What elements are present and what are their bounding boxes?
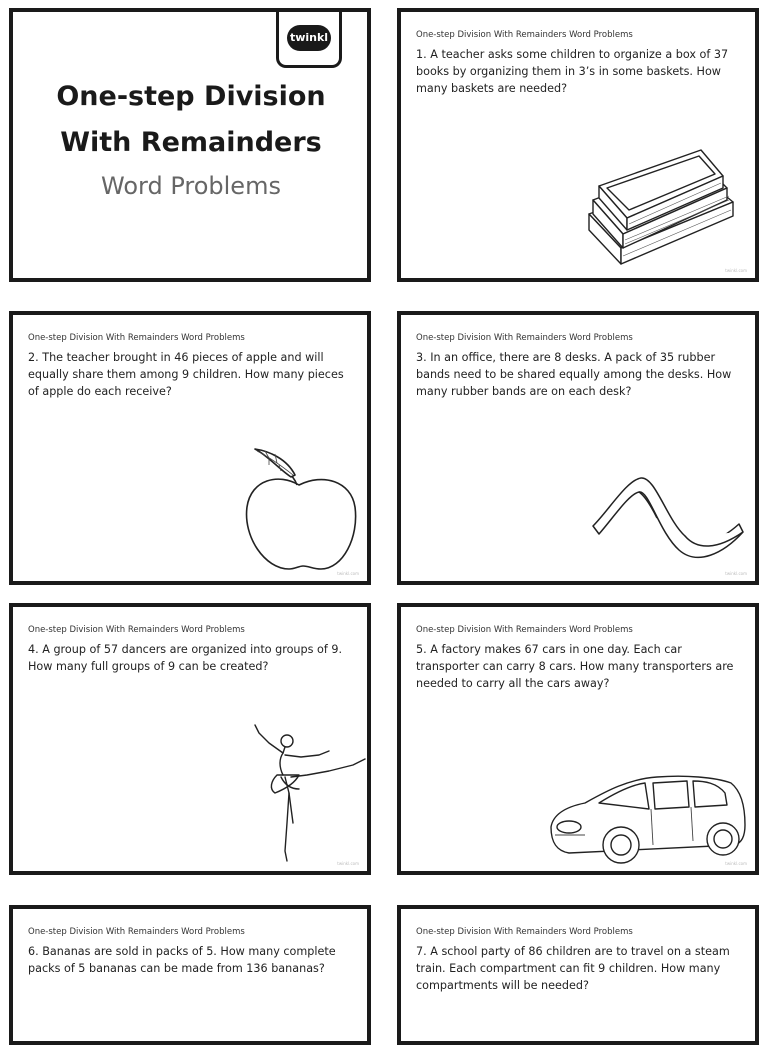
problem-text: 6. Bananas are sold in packs of 5. How many complete packs of 5 bananas can be made from 136 bananas? xyxy=(28,945,336,975)
problem-text: 5. A factory makes 67 cars in one day. Each car transporter can carry 8 cars. How many transporters are needed to carry all the cars away? xyxy=(416,643,734,690)
card-header: One-step Division With Remainders Word Problems xyxy=(416,625,633,635)
books-icon xyxy=(581,144,741,274)
credit-text: twinkl.com xyxy=(725,268,747,273)
problem-text: 7. A school party of 86 children are to travel on a steam train. Each compartment can fit 9 children. How many compartments will be needed? xyxy=(416,945,730,992)
credit-text: twinkl.com xyxy=(337,861,359,866)
problem-text: 2. The teacher brought in 46 pieces of apple and will equally share them among 9 children. How many pieces of apple do each receive? xyxy=(28,351,344,398)
problem-card-6 xyxy=(9,905,371,1045)
title-card xyxy=(9,8,371,282)
subtitle: Word Problems xyxy=(101,172,281,200)
problem-text: 1. A teacher asks some children to organize a box of 37 books by organizing them in 3’s in some baskets. How many baskets are needed? xyxy=(416,48,729,95)
problem-card-5 xyxy=(397,603,759,875)
car-icon xyxy=(545,769,749,867)
ballerina-icon xyxy=(229,719,369,869)
problem-text: 4. A group of 57 dancers are organized into groups of 9. How many full groups of 9 can be created? xyxy=(28,643,343,673)
problem-card-3 xyxy=(397,311,759,585)
card-header: One-step Division With Remainders Word Problems xyxy=(416,333,633,343)
problem-card-1 xyxy=(397,8,759,282)
credit-text: twinkl.com xyxy=(337,571,359,576)
card-header: One-step Division With Remainders Word Problems xyxy=(28,927,245,937)
card-header: One-step Division With Remainders Word Problems xyxy=(416,30,633,40)
credit-text: twinkl.com xyxy=(725,571,747,576)
problem-card-2 xyxy=(9,311,371,585)
problem-card-7 xyxy=(397,905,759,1045)
logo-text: twinkl xyxy=(287,25,331,51)
title-line-2: With Remainders xyxy=(60,127,322,158)
problem-card-4 xyxy=(9,603,371,875)
card-header: One-step Division With Remainders Word Problems xyxy=(416,927,633,937)
title-line-1: One-step Division xyxy=(56,81,326,112)
problem-text: 3. In an office, there are 8 desks. A pack of 35 rubber bands need to be shared equally among the desks. How many rubber bands are on each desk? xyxy=(416,351,732,398)
apple-icon xyxy=(239,445,359,575)
rubber-band-icon xyxy=(587,470,747,570)
card-header: One-step Division With Remainders Word Problems xyxy=(28,625,245,635)
credit-text: twinkl.com xyxy=(725,861,747,866)
twinkl-logo xyxy=(276,8,342,68)
card-header: One-step Division With Remainders Word Problems xyxy=(28,333,245,343)
